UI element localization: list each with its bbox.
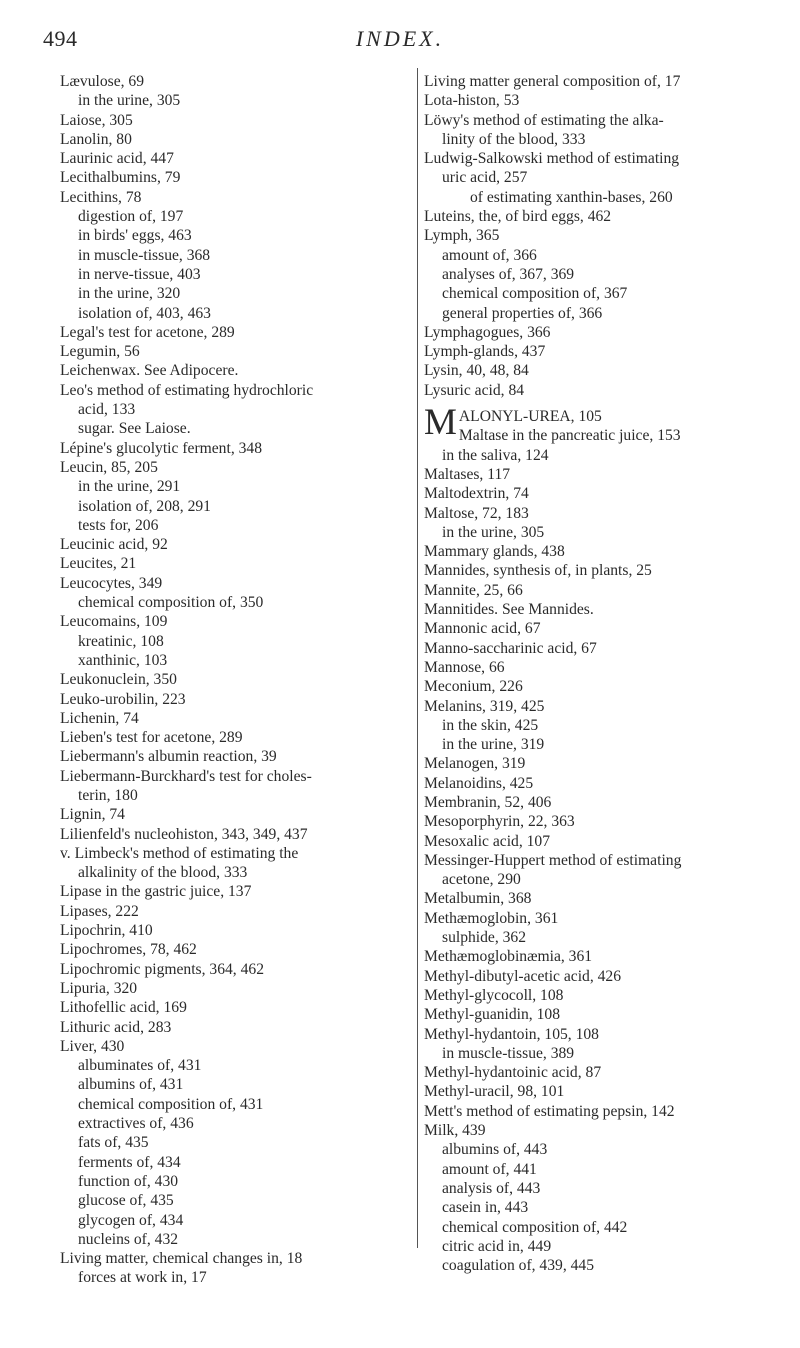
index-entry: Lymph-glands, 437	[424, 343, 546, 361]
index-entry: Leucocytes, 349	[60, 574, 163, 592]
index-subentry: analysis of, 443	[442, 1179, 541, 1197]
index-entry: Methyl-hydantoinic acid, 87	[424, 1064, 602, 1082]
page-header	[0, 0, 800, 60]
index-column-right	[424, 72, 800, 1275]
index-subentry: in the saliva, 124	[442, 446, 549, 464]
index-entry: Methyl-hydantoin, 105, 108	[424, 1025, 599, 1043]
index-entry: Methæmoglobin, 361	[424, 909, 559, 927]
index-entry: Mannose, 66	[424, 658, 505, 676]
index-subentry: acetone, 290	[442, 871, 521, 889]
index-subentry: glucose of, 435	[78, 1192, 174, 1210]
index-entry: Leichenwax. See Adipocere.	[60, 362, 239, 380]
index-entry: Leo's method of estimating hydrochloric	[60, 381, 314, 399]
index-subentry: glycogen of, 434	[78, 1211, 184, 1229]
column-divider	[417, 68, 418, 1248]
index-entry: Lota-histon, 53	[424, 92, 520, 110]
index-entry: Liver, 430	[60, 1037, 125, 1055]
index-entry: Legumin, 56	[60, 343, 140, 361]
index-entry: Lysin, 40, 48, 84	[424, 362, 529, 380]
index-entry: Melanins, 319, 425	[424, 697, 545, 715]
index-entry: v. Limbeck's method of estimating the	[60, 844, 299, 862]
index-entry: Maltodextrin, 74	[424, 485, 529, 503]
index-entry: Mannitides. See Mannides.	[424, 601, 594, 619]
index-section-l	[424, 72, 800, 400]
index-entry: Mannite, 25, 66	[424, 581, 523, 599]
letter-section-m-heading	[424, 402, 800, 446]
index-subentry: general properties of, 366	[442, 304, 603, 322]
index-entry: Lymphagogues, 366	[424, 323, 551, 341]
index-subentry: albumins of, 431	[78, 1076, 184, 1094]
index-entry: Lysuric acid, 84	[424, 381, 525, 399]
index-subentry: in the urine, 291	[78, 478, 181, 496]
index-entry: Methyl-guanidin, 108	[424, 1006, 560, 1024]
index-entry: Leucomains, 109	[60, 613, 168, 631]
index-entry: Methyl-uracil, 98, 101	[424, 1083, 565, 1101]
index-entry: Lævulose, 69	[60, 73, 145, 90]
index-entry: Lipochrin, 410	[60, 922, 153, 940]
index-subentry: in birds' eggs, 463	[78, 227, 192, 245]
index-subentry: chemical composition of, 442	[442, 1218, 628, 1236]
index-subentry: coagulation of, 439, 445	[442, 1257, 595, 1275]
index-entry: Living matter, chemical changes in, 18	[60, 1250, 303, 1268]
index-subentry: citric acid in, 449	[442, 1237, 552, 1255]
index-subentry: isolation of, 208, 291	[78, 497, 211, 515]
index-entry: Löwy's method of estimating the alka-	[424, 111, 664, 129]
index-entry: Leucites, 21	[60, 555, 137, 573]
index-entry: Lymph, 365	[424, 227, 500, 245]
index-subentry: amount of, 441	[442, 1160, 537, 1178]
index-entry: Lignin, 74	[60, 806, 125, 824]
index-subentry: function of, 430	[78, 1172, 179, 1190]
index-entry: Living matter general composition of, 17	[424, 73, 681, 90]
index-entry: Leukonuclein, 350	[60, 671, 177, 689]
index-entry: Mammary glands, 438	[424, 543, 565, 561]
index-subentry: in the urine, 319	[442, 736, 545, 754]
index-subentry: digestion of, 197	[78, 208, 184, 226]
index-entry: Leuko-urobilin, 223	[60, 690, 186, 708]
index-subentry: albuminates of, 431	[78, 1057, 202, 1075]
index-subentry: sugar. See Laiose.	[78, 420, 191, 438]
index-entry: Mannonic acid, 67	[424, 620, 541, 638]
index-subentry: casein in, 443	[442, 1199, 529, 1217]
index-entry: Leucinic acid, 92	[60, 536, 168, 554]
index-entry: Lanolin, 80	[60, 130, 132, 148]
index-entry: Mett's method of estimating pepsin, 142	[424, 1102, 675, 1120]
section-gap	[424, 400, 800, 407]
index-entry: Meconium, 226	[424, 678, 523, 696]
index-subentry: albumins of, 443	[442, 1141, 548, 1159]
dropcap-letter: M	[424, 402, 457, 444]
index-entry: Liebermann-Burckhard's test for choles-	[60, 767, 312, 785]
index-subentry: in the urine, 305	[78, 92, 181, 110]
index-entry: Mannides, synthesis of, in plants, 25	[424, 562, 652, 580]
index-subentry: of estimating xanthin-bases, 260	[470, 188, 673, 206]
index-entry: Lichenin, 74	[60, 709, 139, 727]
index-entry: Lithofellic acid, 169	[60, 999, 187, 1017]
index-entry: Mesoxalic acid, 107	[424, 832, 551, 850]
index-entry: Maltases, 117	[424, 465, 511, 483]
index-entry: Methyl-glycocoll, 108	[424, 986, 564, 1004]
index-entry: Lieben's test for acetone, 289	[60, 729, 243, 747]
index-entry: Manno-saccharinic acid, 67	[424, 639, 597, 657]
index-subentry: sulphide, 362	[442, 929, 527, 947]
index-subentry: in the urine, 305	[442, 523, 545, 541]
index-entry: Lipuria, 320	[60, 979, 138, 997]
index-subentry: kreatinic, 108	[78, 632, 164, 650]
index-subentry: in muscle-tissue, 389	[442, 1044, 575, 1062]
index-entry: Lecithins, 78	[60, 188, 142, 206]
index-entry: Membranin, 52, 406	[424, 793, 552, 811]
index-entry: Liebermann's albumin reaction, 39	[60, 748, 277, 766]
index-section-m	[424, 446, 800, 1276]
index-subentry: chemical composition of, 350	[78, 594, 264, 612]
index-entry: Methæmoglobinæmia, 361	[424, 948, 593, 966]
index-entry: Maltose, 72, 183	[424, 504, 529, 522]
index-subentry: amount of, 366	[442, 246, 537, 264]
index-subentry: tests for, 206	[78, 516, 159, 534]
index-subentry: nucleins of, 432	[78, 1230, 179, 1248]
index-entry: Methyl-dibutyl-acetic acid, 426	[424, 967, 622, 985]
index-subentry: chemical composition of, 367	[442, 285, 628, 303]
index-subentry: chemical composition of, 431	[78, 1095, 264, 1113]
index-entry: Melanoidins, 425	[424, 774, 534, 792]
index-entry: Laiose, 305	[60, 111, 133, 129]
index-entry: Metalbumin, 368	[424, 890, 532, 908]
index-entry: Milk, 439	[424, 1122, 486, 1140]
index-subentry: uric acid, 257	[442, 169, 528, 187]
index-subentry: xanthinic, 103	[78, 651, 168, 669]
index-entry: Luteins, the, of bird eggs, 462	[424, 208, 612, 226]
index-entry: Lipochromes, 78, 462	[60, 941, 197, 959]
index-subentry: alkalinity of the blood, 333	[78, 864, 248, 882]
index-subentry: fats of, 435	[78, 1134, 149, 1152]
index-entry: Lecithalbumins, 79	[60, 169, 181, 187]
index-subentry: forces at work in, 17	[78, 1269, 207, 1287]
index-subentry: acid, 133	[78, 401, 136, 419]
index-entry: Laurinic acid, 447	[60, 150, 174, 168]
running-head: INDEX.	[355, 26, 445, 51]
index-subentry: extractives of, 436	[78, 1115, 194, 1133]
index-entry: Mesoporphyrin, 22, 363	[424, 813, 575, 831]
index-subentry: in the urine, 320	[78, 285, 181, 303]
index-entry: Lipases, 222	[60, 902, 139, 920]
index-entry: Ludwig-Salkowski method of estimating	[424, 150, 680, 168]
index-subentry: terin, 180	[78, 786, 138, 804]
index-entry: Legal's test for acetone, 289	[60, 323, 235, 341]
index-subentry: in nerve-tissue, 403	[78, 265, 201, 283]
index-entry: Messinger-Huppert method of estimating	[424, 851, 682, 869]
index-subentry: analyses of, 367, 369	[442, 265, 575, 283]
index-entry: ALONYL-UREA, 105	[458, 408, 602, 426]
index-entry: Lépine's glucolytic ferment, 348	[60, 439, 263, 457]
index-entry: Melanogen, 319	[424, 755, 526, 773]
index-entry: Lilienfeld's nucleohiston, 343, 349, 437	[60, 825, 308, 843]
index-subentry: in the skin, 425	[442, 716, 539, 734]
index-subentry: linity of the blood, 333	[442, 130, 586, 148]
index-subentry: in muscle-tissue, 368	[78, 246, 211, 264]
index-column-left	[60, 72, 410, 1288]
page-number: 494	[43, 26, 78, 51]
index-entry: Lipase in the gastric juice, 137	[60, 883, 252, 901]
index-entry: Maltase in the pancreatic juice, 153	[458, 427, 681, 445]
index-entry: Lipochromic pigments, 364, 462	[60, 960, 264, 978]
index-subentry: ferments of, 434	[78, 1153, 181, 1171]
index-subentry: isolation of, 403, 463	[78, 304, 211, 322]
index-entry: Leucin, 85, 205	[60, 458, 158, 476]
index-entry: Lithuric acid, 283	[60, 1018, 172, 1036]
